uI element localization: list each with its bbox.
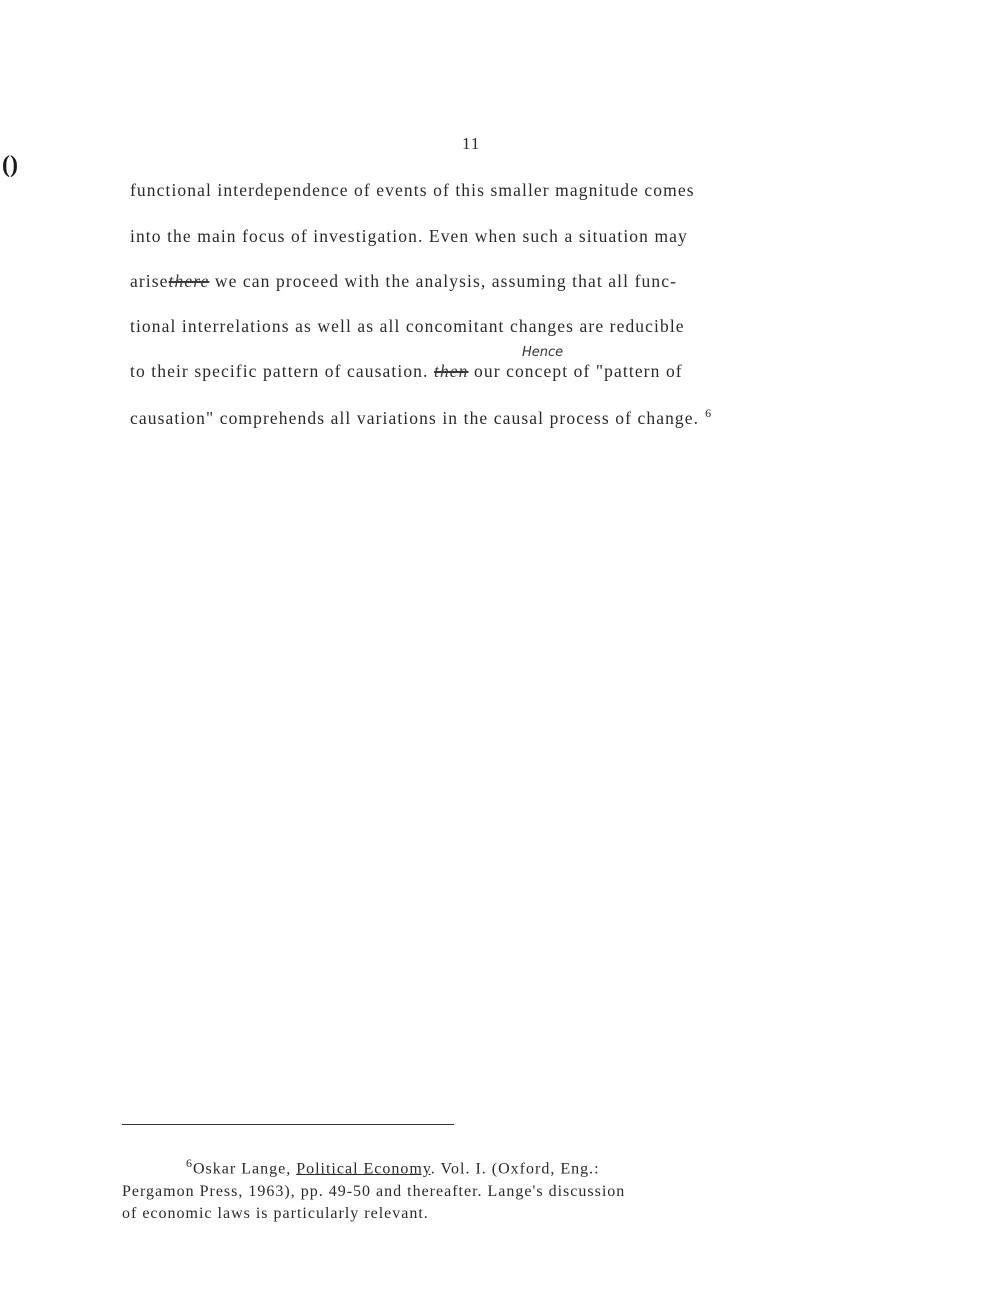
body-line-5-start: to their specific pattern of causation. — [130, 361, 429, 381]
body-line-5-end: our concept of "pattern of — [468, 361, 683, 381]
footnote-line-1 — [186, 1156, 600, 1178]
body-line-5 — [130, 361, 683, 382]
body-line-3-start: arise — [130, 271, 169, 291]
struck-word-there: there — [168, 271, 210, 291]
body-line-2: into the main focus of investigation. Even when such a situation may — [130, 226, 688, 246]
footnote-line-1-rest: . Vol. I. (Oxford, Eng.: — [430, 1160, 600, 1178]
body-line-1: functional interdependence of events of this smaller magnitude comes — [130, 180, 695, 200]
footnote-rule — [122, 1124, 454, 1125]
margin-mark: () — [2, 152, 18, 178]
body-line-6-text: causation" comprehends all variations in the causal process of change. — [130, 407, 700, 428]
body-line-6 — [130, 406, 712, 429]
footnote-reference: 6 — [705, 406, 713, 420]
footnote-line-3: of economic laws is particularly relevant. — [122, 1205, 429, 1222]
body-line-4: tional interrelations as well as all concomitant changes are reducible — [130, 316, 685, 336]
footnote-marker: 6 — [186, 1156, 193, 1170]
body-line-3-end: we can proceed with the analysis, assuming that all func- — [209, 271, 677, 291]
footnote-book-title: Political Economy — [296, 1160, 431, 1178]
footnote-author: Oskar Lange, — [193, 1160, 292, 1178]
body-line-3 — [130, 271, 677, 292]
page-number: 11 — [462, 134, 481, 153]
footnote-line-2: Pergamon Press, 1963), pp. 49-50 and thereafter. Lange's discussion — [122, 1183, 626, 1200]
handwritten-insert: Hence — [522, 345, 564, 360]
struck-word-then: then — [433, 361, 469, 381]
